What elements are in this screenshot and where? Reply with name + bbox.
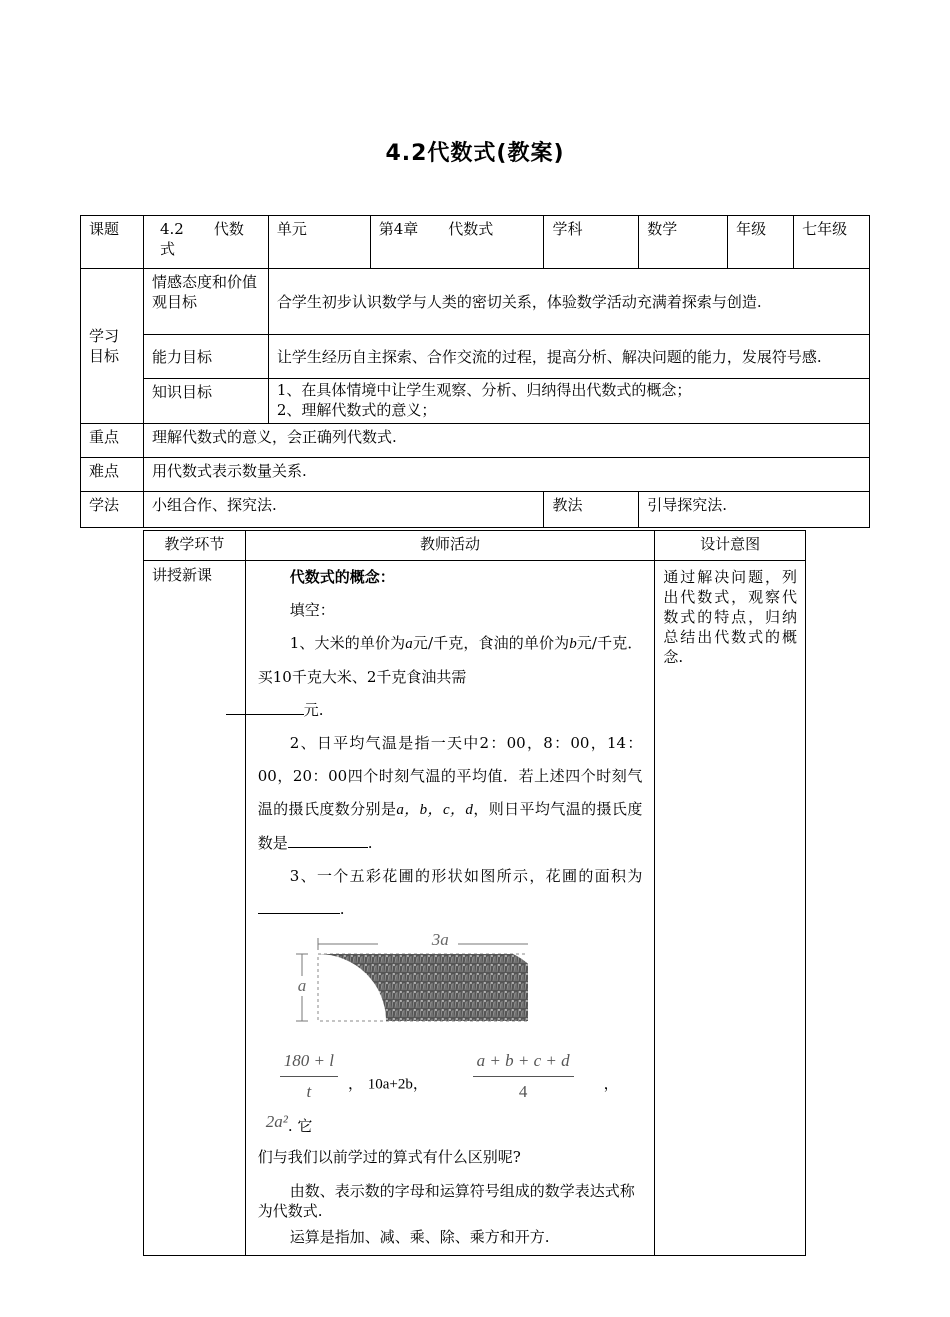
emotion-goal-text: 合学生初步认识数学与人类的密切关系，体验数学活动充满着探索与创造. [268, 269, 869, 335]
unit-value: 第4章 代数式 [370, 216, 544, 269]
difficulty-text: 用代数式表示数量关系. [143, 458, 869, 492]
answer-blank-2[interactable] [288, 847, 368, 848]
expression-3: $\frac{a + b + c + d}{4}$ [473, 1048, 574, 1105]
lesson-info-table [80, 215, 870, 528]
knowledge-goal-2: 2、理解代数式的意义； [276, 401, 437, 419]
knowledge-goal-text [268, 379, 869, 424]
goals-label-text: 学习目标 [89, 327, 120, 365]
expressions-line: $\frac{180 + l}{t}$ ， 10a+2b， $\frac{a + b + c + d}{4}$ ， 2a². 它 [258, 1048, 643, 1139]
topic-label: 课题 [81, 216, 144, 269]
teaching-process-table [143, 530, 806, 1256]
figure-top-label: 3a [428, 930, 453, 950]
answer-blank-3[interactable] [258, 913, 340, 914]
grade-value: 七年级 [794, 216, 870, 269]
intent-cell: 通过解决问题，列出代数式，观察代数式的特点，归纳总结出代数式的概念. [655, 561, 806, 1256]
subject-label: 学科 [544, 216, 639, 269]
key-point-label: 重点 [81, 424, 144, 458]
stage-header: 教学环节 [144, 531, 246, 561]
emotion-goal-label: 情感态度和价值观目标 [143, 269, 268, 335]
study-method-label: 学法 [81, 492, 144, 528]
grade-label: 年级 [728, 216, 794, 269]
page-title: 4.2代数式(教案) [385, 141, 565, 166]
fill-intro: 填空： [289, 601, 335, 619]
expression-4: 2a² [265, 1112, 288, 1131]
concept-heading: 代数式的概念： [289, 568, 395, 586]
question-1: 1、大米的单价为a元/千克，食油的单价为b元/千克．买10千克大米、2千克食油共需 元. [258, 627, 643, 727]
ability-goal-text: 让学生经历自主探索、合作交流的过程，提高分析、解决问题的能力，发展符号感. [268, 335, 869, 379]
unit-label: 单元 [268, 216, 370, 269]
stage-cell: 讲授新课 [144, 561, 246, 1256]
goals-label [81, 269, 144, 424]
question-continuation: 们与我们以前学过的算式有什么区别呢? [257, 1148, 521, 1166]
difficulty-label: 难点 [81, 458, 144, 492]
teach-method-text: 引导探究法. [639, 492, 870, 528]
key-point-text: 理解代数式的意义，会正确列代数式. [143, 424, 869, 458]
subject-value: 数学 [639, 216, 728, 269]
flower-bed-figure [258, 930, 643, 1040]
answer-blank-1[interactable] [226, 714, 304, 715]
ability-goal-label: 能力目标 [143, 335, 268, 379]
knowledge-goal-label: 知识目标 [143, 379, 268, 424]
expression-1: $\frac{180 + l}{t}$ [280, 1048, 338, 1105]
teach-method-label: 教法 [544, 492, 639, 528]
figure-side-label: a [297, 976, 307, 995]
operations-text: 运算是指加、减、乘、除、乘方和开方. [289, 1228, 550, 1246]
expression-2: 10a+2b [367, 1076, 413, 1093]
teacher-header: 教师活动 [245, 531, 655, 561]
intent-header: 设计意图 [655, 531, 806, 561]
topic-value: 4.2 代数式 [143, 216, 268, 269]
definition-text: 由数、表示数的字母和运算符号组成的数学表达式称为代数式. [257, 1182, 635, 1220]
study-method-text: 小组合作、探究法. [143, 492, 543, 528]
question-2: 2、日平均气温是指一天中2：00，8：00，14：00，20：00四个时刻气温的平均值．若上述四个时刻气温的摄氏度数分别是a，b，c，d，则日平均气温的摄氏度数是 . [257, 734, 643, 852]
question-3: 3、一个五彩花圃的形状如图所示，花圃的面积为. [258, 860, 643, 926]
knowledge-goal-1: 1、在具体情境中让学生观察、分析、归纳得出代数式的概念； [276, 381, 692, 399]
teacher-activity [245, 561, 655, 1256]
